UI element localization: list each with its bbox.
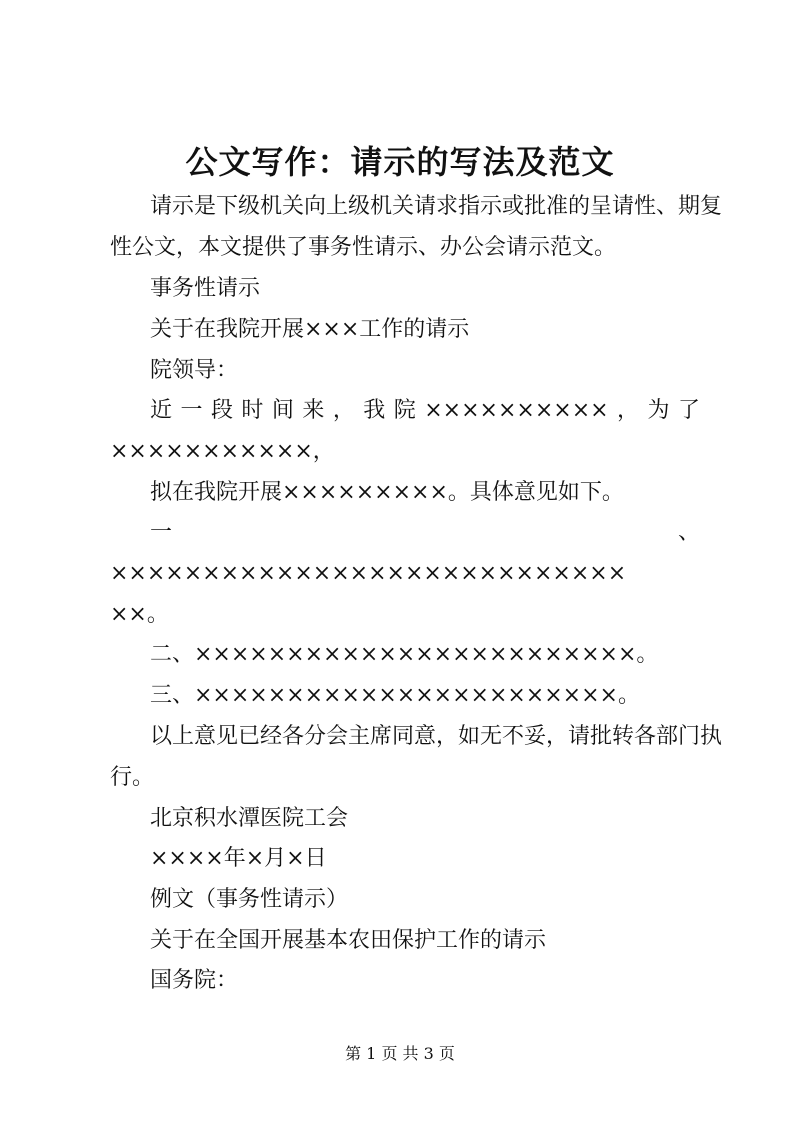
list-item: 三、×××××××××××××××××××××××。 [150, 683, 640, 708]
signature-organization: 北京积水潭医院工会 [150, 806, 349, 831]
paragraph-line: 以上意见已经各分会主席同意，如无不妥，请批转各部门执 [150, 724, 723, 749]
salutation: 院领导： [150, 358, 239, 383]
paragraph-line: 性公文，本文提供了事务性请示、办公会请示范文。 [110, 235, 617, 260]
list-item-number: 一 [150, 520, 173, 545]
request-title: 关于在全国开展基本农田保护工作的请示 [150, 928, 547, 953]
paragraph-line: 行。 [110, 765, 155, 790]
list-item-separator: 、 [678, 520, 701, 545]
salutation: 国务院： [150, 968, 239, 993]
list-item-text: ×××××××××××××××××××××××××××× [110, 561, 627, 586]
request-title: 关于在我院开展×××工作的请示 [150, 317, 470, 342]
paragraph-line: 拟在我院开展×××××××××。具体意见如下。 [150, 480, 624, 505]
example-heading: 例文（事务性请示） [150, 887, 349, 912]
section-heading: 事务性请示 [150, 276, 261, 301]
paragraph-line: ×××××××××××， [110, 439, 335, 464]
page-footer: 第 1 页 共 3 页 [345, 1044, 455, 1063]
list-item-text: ××。 [110, 602, 169, 627]
document-title: 公文写作：请示的写法及范文 [185, 143, 615, 181]
paragraph-line: 近一段时间来，我院××××××××××，为了 [150, 398, 700, 423]
paragraph-line: 请示是下级机关向上级机关请求指示或批准的呈请性、期复 [150, 194, 723, 219]
list-item: 二、××××××××××××××××××××××××。 [150, 642, 659, 667]
signature-date: ××××年×月×日 [150, 846, 327, 871]
